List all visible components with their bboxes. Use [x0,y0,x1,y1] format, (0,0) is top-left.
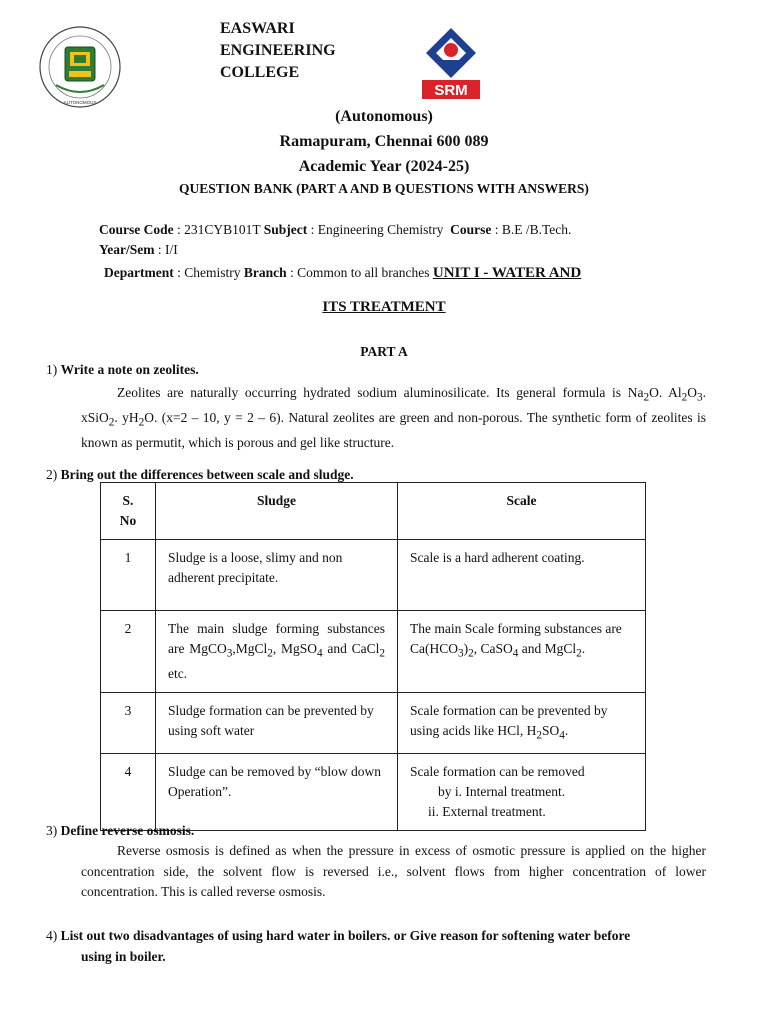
college-name: EASWARI ENGINEERING COLLEGE [220,20,336,81]
table-cell-sludge: Sludge is a loose, slimy and non adherent precipitate. [156,540,398,611]
table-cell-sno: 4 [101,754,156,831]
table-cell-sludge: Sludge formation can be prevented by using soft water [156,692,398,754]
question-1: 1) Write a note on zeolites. [46,362,199,377]
table-header-row [101,483,646,540]
table-cell-scale: The main Scale forming substances are $Ca(HCO_3)_2$, CaSO$_4$ and MgCl$_2$. [398,611,646,693]
unit-title-continued: ITS TREATMENT [322,299,446,315]
table-cell-sno: 2 [101,611,156,693]
table-cell-scale: Scale formation can be prevented by using acids like HCl, $H_2SO_4$. [398,692,646,754]
table-header: S. No [101,483,156,540]
table-row [101,692,646,754]
table-header: Scale [398,483,646,540]
question-bank-title: QUESTION BANK (PART A AND B QUESTIONS WITH ANSWERS) [179,181,589,196]
college-address: Ramapuram, Chennai 600 089 [279,133,489,150]
table-row [101,754,646,831]
table-row [101,611,646,693]
college-crest-logo [38,25,122,109]
table-cell-scale: Scale is a hard adherent coating. [398,540,646,611]
svg-text:AUTONOMOUS: AUTONOMOUS [63,100,97,105]
srm-logo [420,26,482,100]
answer-1: Zeolites are naturally occurring hydrated sodium aluminosilicate. Its general formula is $Na_2O$. $Al_2O_3$. xSiO$_2$. $yH_2O$. (x=2 – 10, y = 2 – 6). Natural zeolites are green and non-porous. The synthetic form of zeolites is known as permutit, which is porous and gel like structure. [81,385,706,451]
table-cell-sludge: Sludge can be removed by “blow down Operation”. [156,754,398,831]
svg-text:SRM: SRM [434,82,468,99]
table-cell-sno: 3 [101,692,156,754]
question-3: 3) Define reverse osmosis. [46,823,195,838]
unit-title: UNIT I - WATER AND [432,265,582,281]
autonomous-label: (Autonomous) [335,108,433,125]
table-row [101,540,646,611]
part-a-heading: PART A [360,344,408,359]
table-cell-sludge: The main sludge forming substances are MgCO$_3$,MgCl$_2$, MgSO$_4$ and CaCl$_2$ etc. [156,611,398,693]
table-header: Sludge [156,483,398,540]
question-2: 2) Bring out the differences between scale and sludge. [46,467,354,482]
table-cell-scale: Scale formation can be removed by i. Internal treatment. ii. External treatment. [398,754,646,831]
year-sem-line: Year/Sem : I/I [99,242,178,257]
question-4: 4) List out two disadvantages of using hard water in boilers. or Give reason for softening water before using in boiler. [46,928,631,964]
scale-sludge-table [100,482,646,831]
answer-3: Reverse osmosis is defined as when the pressure in excess of osmotic pressure is applied on the higher concentration side, the solvent flow is reversed i.e., solvent flows from higher concentration of lower concentration. This is called reverse osmosis. [81,843,706,899]
academic-year: Academic Year (2024-25) [298,158,470,175]
department-line: Department : Chemistry Branch : Common to all branches UNIT I - WATER AND [104,265,582,281]
course-info-line: Course Code : 231CYB101T Subject : Engineering Chemistry Course : B.E /B.Tech. [99,222,572,237]
table-cell-sno: 1 [101,540,156,611]
